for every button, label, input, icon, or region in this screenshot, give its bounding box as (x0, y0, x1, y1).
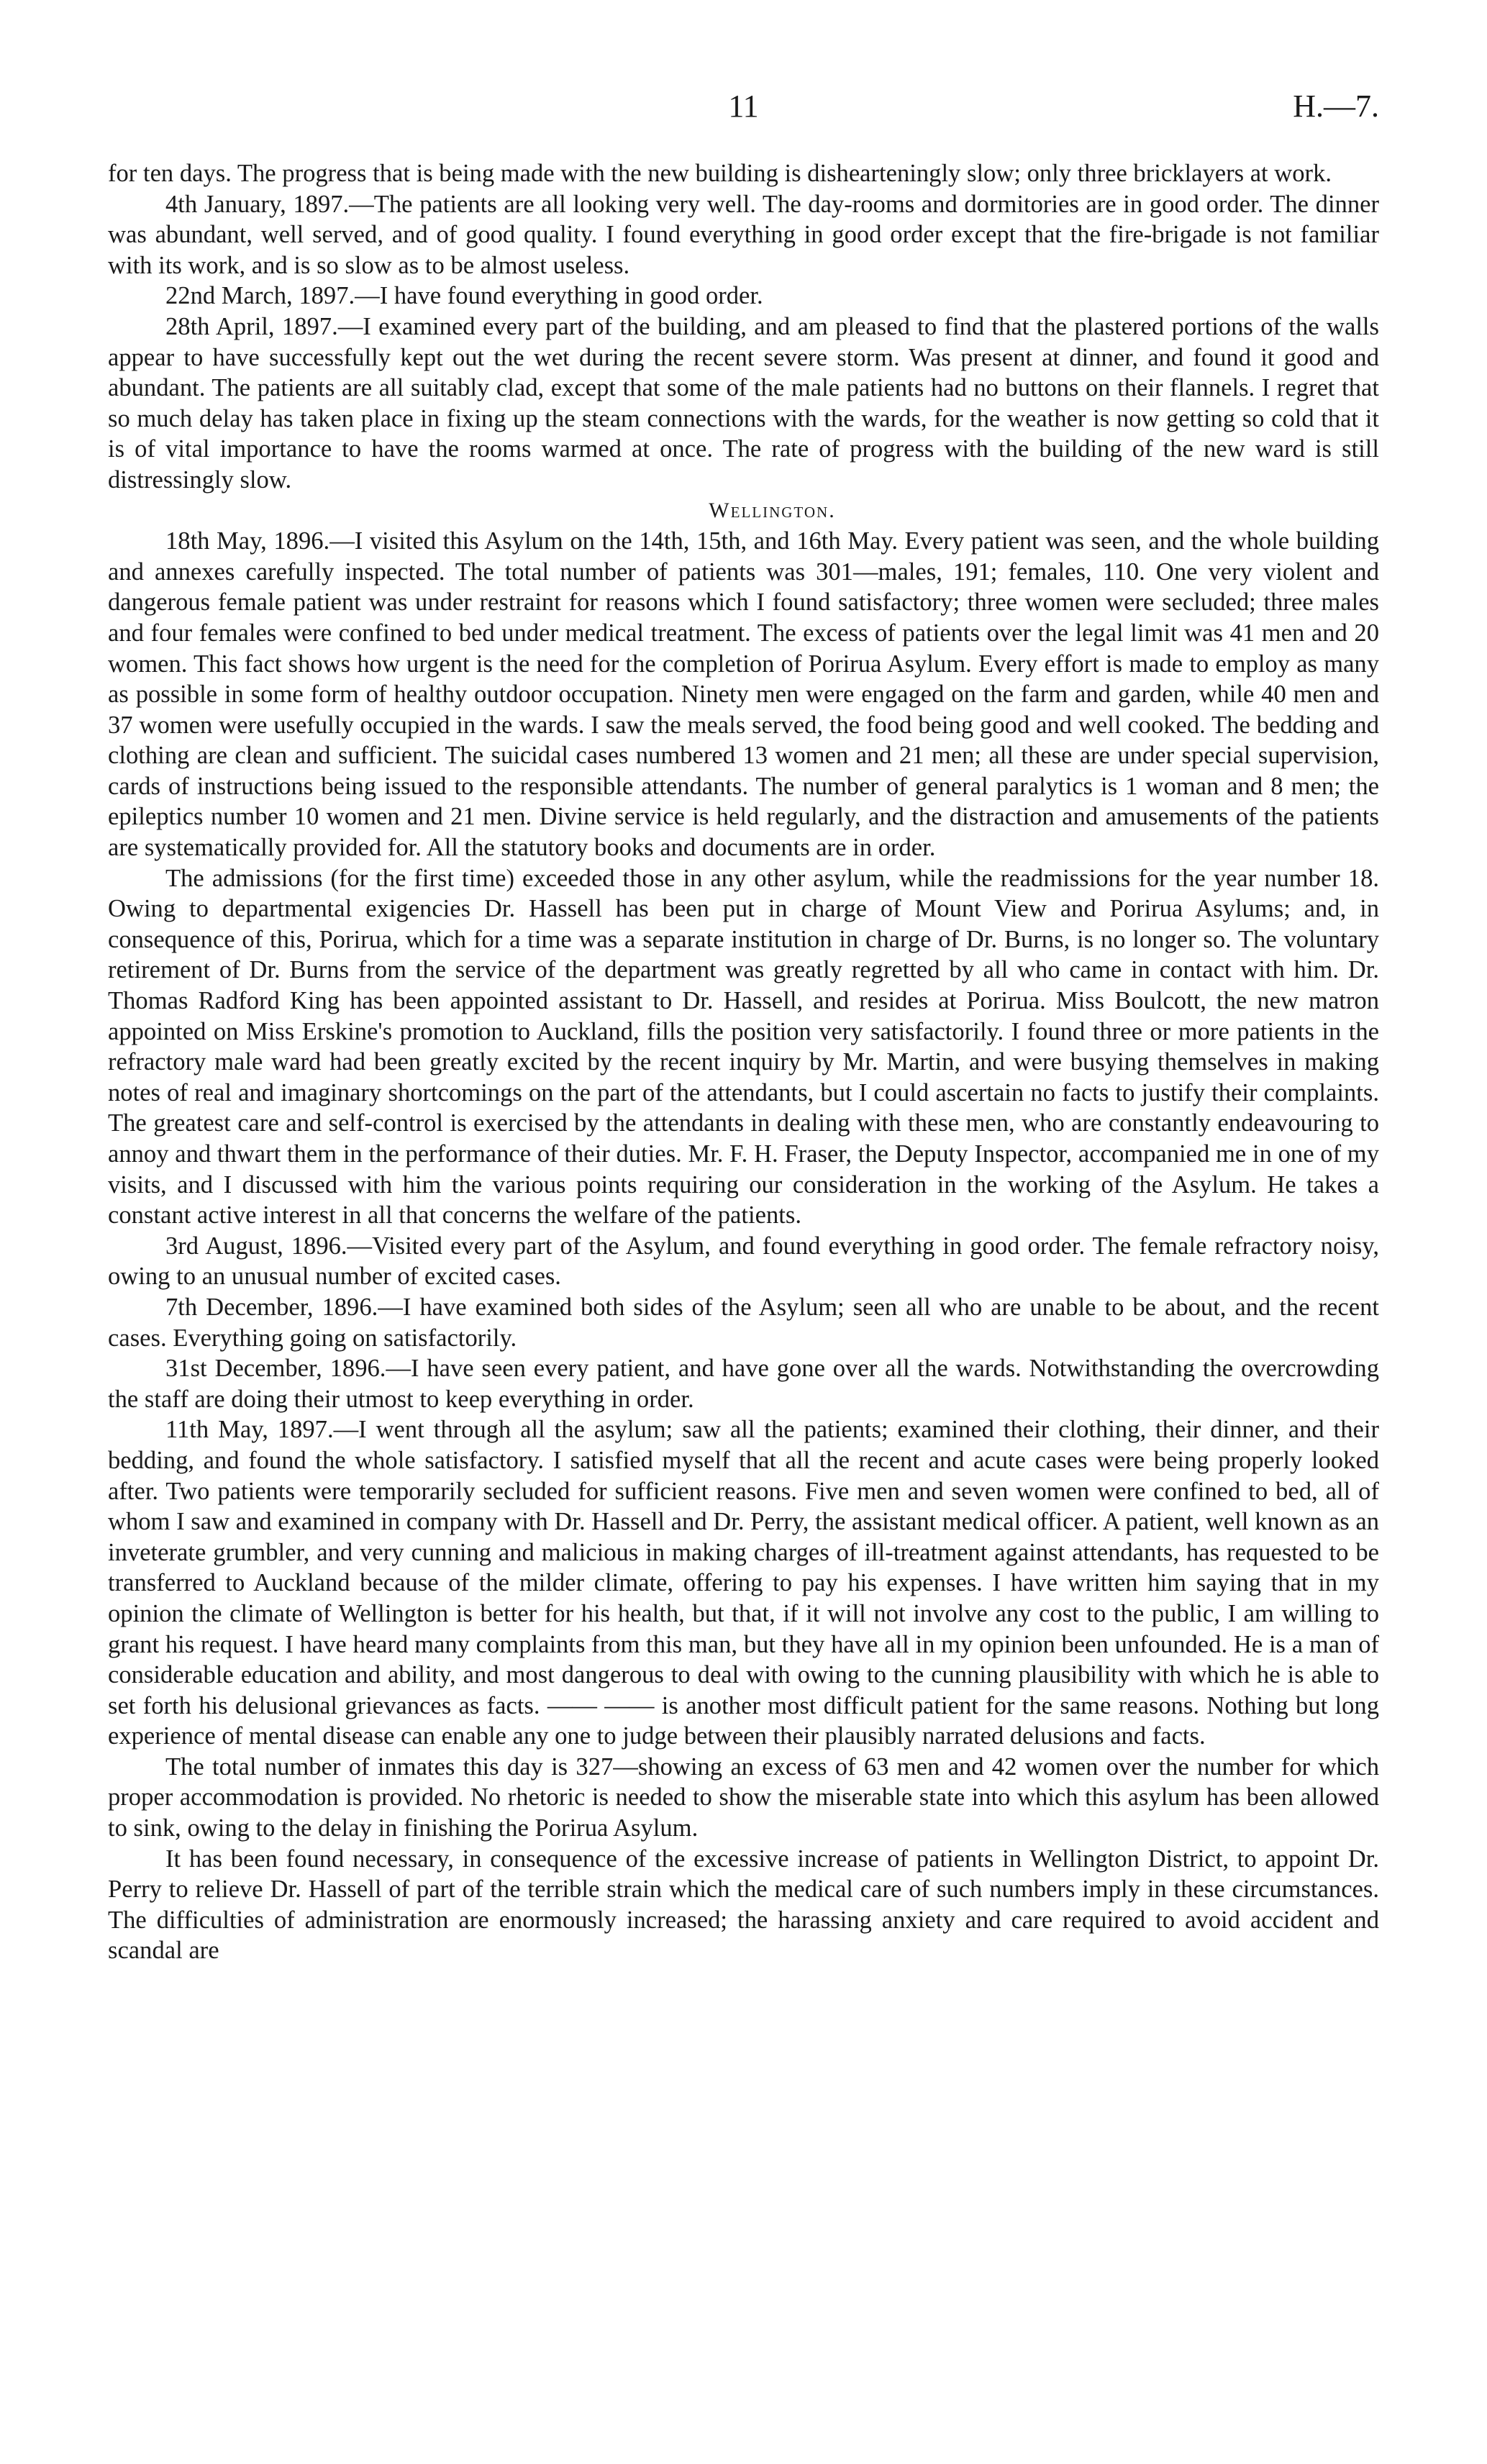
section-heading-wellington: Wellington. (709, 498, 836, 522)
entry-1897-03-22: 22nd March, 1897.—I have found everything in good order. (165, 282, 763, 310)
inmates-total-paragraph: The total number of inmates this day is 327—showing an excess of 63 men and 42 women over the number for which proper accommodation is provided. No rhetoric is needed to show the miserable state into which this asylum has been allowed to sink, owing to the delay in finishing the Porirua Asylum. (108, 1752, 1379, 1842)
entry-1896-12-07: 7th December, 1896.—I have examined both sides of the Asylum; seen all who are unable to be about, and the recent cases. Everything going on satisfactorily. (108, 1293, 1379, 1352)
page-number: 11 (728, 88, 759, 124)
entry-1896-08-03: 3rd August, 1896.—Visited every part of the Asylum, and found everything in good order. The female refractory noisy, owing to an unusual number of excited cases. (108, 1232, 1379, 1291)
entry-1897-01-04: 4th January, 1897.—The patients are all looking very well. The day-rooms and dormitories are in good order. The dinner was abundant, well served, and of good quality. I found everything in good order except that the fire-brigade is not familiar with its work, and is so slow as to be almost useless. (108, 190, 1379, 279)
entry-1896-12-31: 31st December, 1896.—I have seen every patient, and have gone over all the wards. Notwithstanding the overcrowding the staff are doing their utmost to keep everything in order. (108, 1355, 1379, 1413)
page-header (108, 85, 1379, 128)
continuation-paragraph: for ten days. The progress that is being made with the new building is dishearteningly slow; only three bricklayers at work. (108, 160, 1332, 187)
entry-1897-04-28: 28th April, 1897.—I examined every part of the building, and am pleased to find that the plastered portions of the walls appear to have successfully kept out the wet during the recent severe storm. Was present at dinner, and found it good and abundant. The patients are all suitably clad, except that some of the male patients had no buttons on their flannels. I regret that so much delay has taken place in fixing up the steam connections with the wards, for the weather is now getting so cold that it is of vital importance to have the rooms warmed at once. The rate of progress with the building of the new ward is still distressingly slow. (108, 312, 1379, 494)
entry-1896-05-18: 18th May, 1896.—I visited this Asylum on the 14th, 15th, and 16th May. Every patient was seen, and the whole building and annexes carefully inspected. The total number of patients was 301—males, 191; females, 110. One very violent and dangerous female patient was under restraint for reasons which I found satisfactory; three women were secluded; three males and four females were confined to bed under medical treatment. The excess of patients over the legal limit was 41 men and 20 women. This fact shows how urgent is the need for the completion of Porirua Asylum. Every effort is made to employ as many as possible in some form of healthy outdoor occupation. Ninety men were engaged on the farm and garden, while 40 men and 37 women were usefully occupied in the wards. I saw the meals served, the food being good and well cooked. The bedding and clothing are clean and sufficient. The suicidal cases numbered 13 women and 21 men; all these are under special supervision, cards of instructions being issued to the responsible attendants. The number of general paralytics is 1 woman and 8 men; the epileptics number 10 women and 21 men. Divine service is held regularly, and the distraction and amusements of the patients are systematically provided for. All the statutory books and documents are in order. (108, 527, 1379, 862)
document-code: H.—7. (1293, 88, 1379, 124)
admissions-paragraph: The admissions (for the first time) exceeded those in any other asylum, while the readmissions for the year number 18. Owing to departmental exigencies Dr. Hassell has been put in charge of Mount View and Porirua Asylums; and, in consequence of this, Porirua, which for a time was a separate institution in charge of Dr. Burns, is no longer so. The voluntary retirement of Dr. Burns from the service of the department was greatly regretted by all who came in contact with him. Dr. Thomas Radford King has been appointed assistant to Dr. Hassell, and resides at Porirua. Miss Boulcott, the new matron appointed on Miss Erskine's promotion to Auckland, fills the position very satisfactorily. I found three or more patients in the refractory male ward had been greatly excited by the recent inquiry by Mr. Martin, and were busying themselves in making notes of real and imaginary shortcomings on the part of the attendants, but I could ascertain no facts to justify their complaints. The greatest care and self-control is exercised by the attendants in dealing with these men, who are constantly endeavouring to annoy and thwart them in the performance of their duties. Mr. F. H. Fraser, the Deputy Inspector, accompanied me in one of my visits, and I discussed with him the various points requiring our consideration in the working of the Asylum. He takes a constant active interest in all that concerns the welfare of the patients. (108, 864, 1379, 1229)
staffing-paragraph: It has been found necessary, in consequence of the excessive increase of patients in Wellington District, to appoint Dr. Perry to relieve Dr. Hassell of part of the terrible strain which the medical care of such numbers imply in these circumstances. The difficulties of administration are enormously increased; the harassing anxiety and care required to avoid accident and scandal are (108, 1845, 1379, 1965)
document-body (108, 158, 1379, 1966)
entry-1897-05-11: 11th May, 1897.—I went through all the asylum; saw all the patients; examined their clothing, their dinner, and their bedding, and found the whole satisfactory. I satisfied myself that all the recent and acute cases were being properly looked after. Two patients were temporarily secluded for sufficient reasons. Five men and seven women were confined to bed, all of whom I saw and examined in company with Dr. Hassell and Dr. Perry, the assistant medical officer. A patient, well known as an inveterate grumbler, and very cunning and malicious in making charges of ill-treatment against attendants, has requested to be transferred to Auckland because of the milder climate, offering to pay his expenses. I have written him saying that in my opinion the climate of Wellington is better for his health, but that, if it will not involve any cost to the public, I am willing to grant his request. I have heard many complaints from this man, but they have all in my opinion been unfounded. He is a man of considerable education and ability, and most dangerous to deal with owing to the cunning plausibility with which he is able to set forth his delusional grievances as facts. —— —— is another most difficult patient for the same reasons. Nothing but long experience of mental disease can enable any one to judge between their plausibly narrated delusions and facts. (108, 1416, 1379, 1750)
